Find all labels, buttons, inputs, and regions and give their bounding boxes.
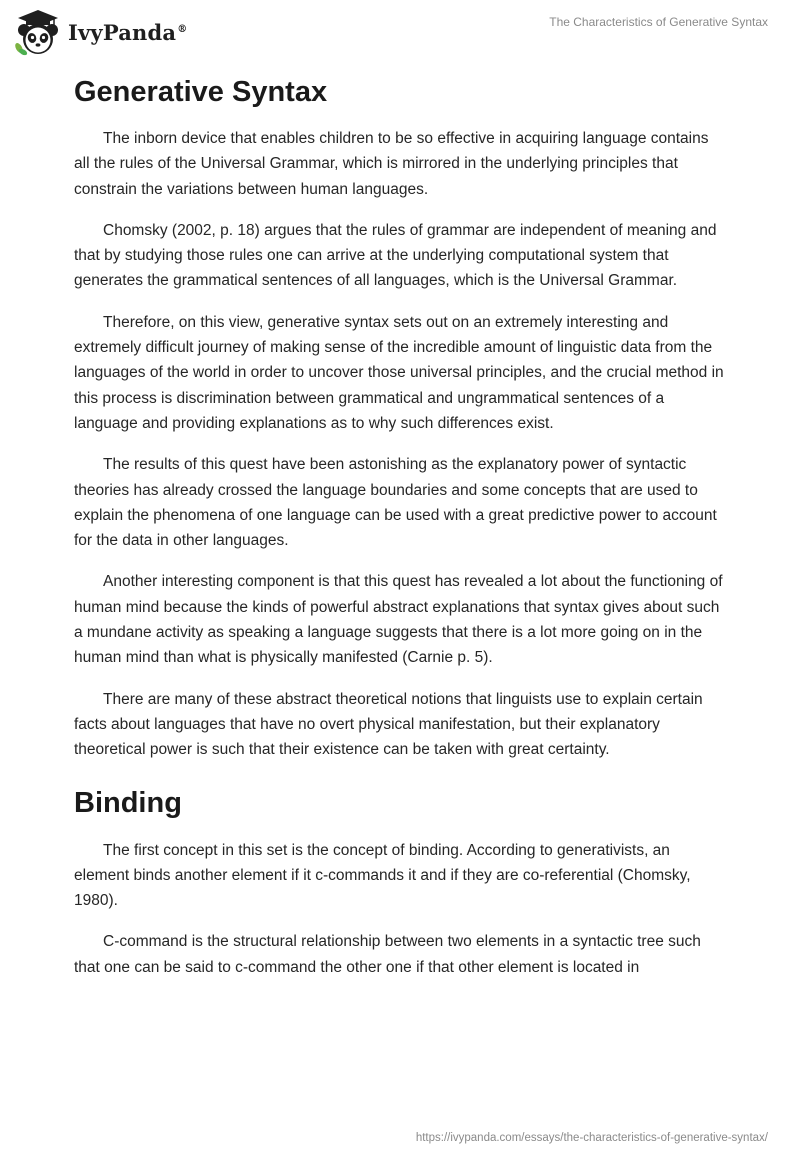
source-url[interactable]: https://ivypanda.com/essays/the-characteristics-of-generative-syntax/	[415, 1132, 768, 1144]
paragraph: The inborn device that enables children to be so effective in acquiring language contains all the rules of the Universal Grammar, which is mirrored in the underlying principles that constrain the variations between human languages.	[74, 130, 709, 198]
ivypanda-logo[interactable]	[14, 8, 187, 56]
panda-graduate-icon	[14, 8, 62, 56]
paragraph: C-command is the structural relationship between two elements in a syntactic tree such that one can be said to c-command the other one if that other element is located in	[74, 933, 701, 976]
paragraph: The results of this quest have been astonishing as the explanatory power of syntactic theories has already crossed the language boundaries and some concepts that are used to explain the phenomena of one language can be used with a great predictive power to account for the data in other languages.	[74, 456, 717, 550]
page-header	[0, 0, 800, 60]
paragraph: Chomsky (2002, p. 18) argues that the rules of grammar are independent of meaning and that by studying those rules one can arrive at the underlying computational system that generates the grammatical sentences of all languages, which is the Universal Grammar.	[74, 221, 717, 290]
section-heading: Binding	[74, 786, 182, 819]
article-body	[74, 68, 726, 996]
brand-name: IvyPanda®	[68, 19, 188, 45]
paragraph: Another interesting component is that this quest has revealed a lot about the functioning of human mind because the kinds of powerful abstract explanations that syntax gives about such a mundane activity as speaking a language suggests that there is a lot more going on in the human mind than what is physically manifested (Carnie p. 5).	[74, 573, 723, 667]
registered-mark: ®	[177, 23, 188, 35]
paragraph: There are many of these abstract theoretical notions that linguists use to explain certain facts about languages that have no overt physical manifestation, but their explanatory theoretical power is such that their existence can be taken with great certainty.	[74, 690, 703, 759]
paragraph: The first concept in this set is the concept of binding. According to generativists, an element binds another element if it c-commands it and if they are co-referential (Chomsky, 1980).	[74, 841, 691, 910]
section-heading: Generative Syntax	[74, 76, 328, 108]
document-title: The Characteristics of Generative Syntax	[549, 15, 768, 29]
paragraph: Therefore, on this view, generative syntax sets out on an extremely interesting and extremely difficult journey of making sense of the incredible amount of linguistic data from the languages of the world in order to uncover those universal principles, and the crucial method in this process is discrimination between grammatical and ungrammatical sentences of a language and providing explanations as to why such differences exist.	[74, 313, 724, 432]
